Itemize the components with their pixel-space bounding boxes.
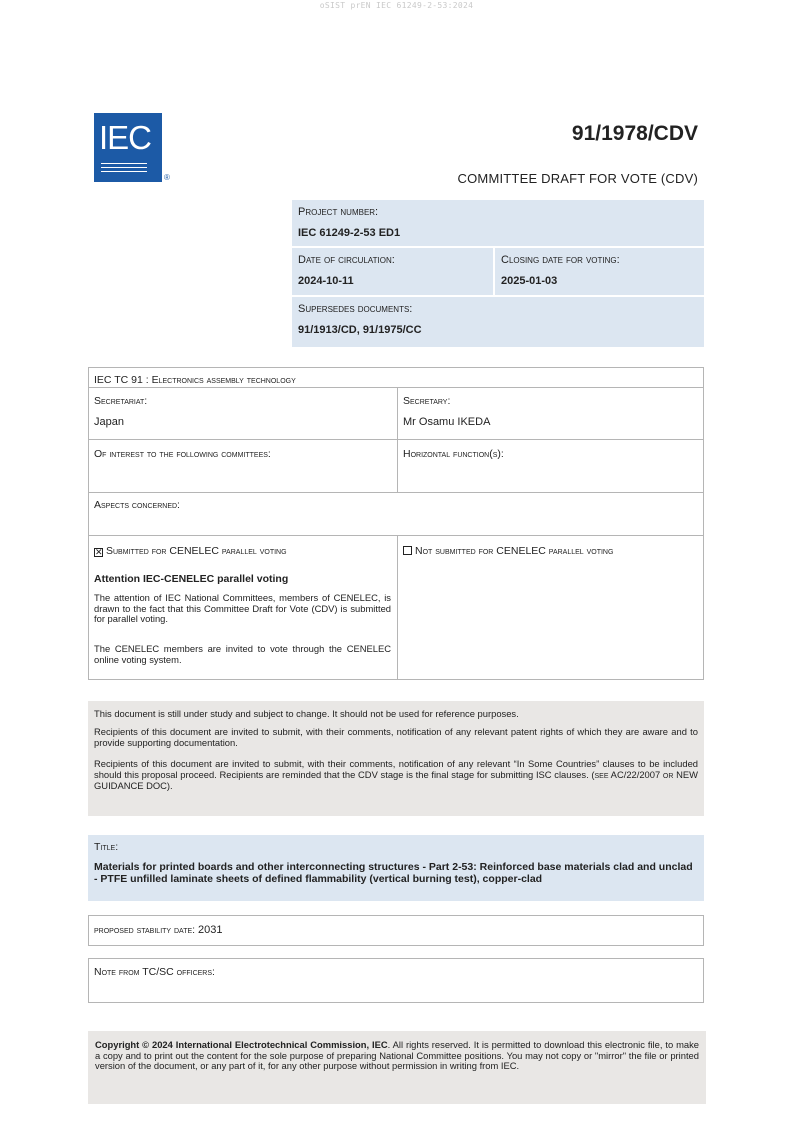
tc-row	[94, 374, 296, 386]
date-circulation-label: Date of circulation:	[298, 254, 395, 266]
notice-p3: Recipients of this document are invited to submit, with their comments, notification of any relevant “In Some Countries” clauses to be included should this proposal proceed. Recipients are reminded that the CDV stage is the final stage for submitting ISC clauses.	[94, 758, 698, 780]
copyright-bold: Copyright © 2024 International Electrotechnical Commission, IEC	[95, 1039, 388, 1050]
divider	[89, 387, 703, 388]
attention-heading: Attention IEC-CENELEC parallel voting	[94, 573, 289, 585]
logo-text: IEC	[99, 119, 152, 156]
aspects-label: Aspects concerned:	[94, 499, 180, 511]
secretary: Mr Osamu IKEDA	[403, 416, 491, 428]
note-label: Note from TC/SC officers:	[94, 966, 215, 978]
project-number-label: Project number:	[298, 206, 379, 218]
project-number: IEC 61249-2-53 ED1	[298, 227, 401, 239]
closing-date-label: Closing date for voting:	[501, 254, 620, 266]
not-submitted-label: Not submitted for CENELEC parallel voting	[415, 545, 614, 557]
iec-logo	[94, 113, 162, 182]
tc-name: Electronics assembly technology	[151, 374, 296, 386]
submitted-label: Submitted for CENELEC parallel voting	[106, 545, 287, 557]
copyright-text: . All rights reserved. It is permitted to download this electronic file, to make a copy and to print out the content for the sole purpose of preparing National Committee positions. You may not copy or "mirror" the file or printed version of the document, or any part of it, for any other purpose without permission in writing from IEC.	[95, 1039, 699, 1071]
watermark: oSIST prEN IEC 61249-2-53:2024	[319, 1, 474, 10]
divider	[89, 535, 703, 536]
notice-p3-ref: (see AC/22/2007 or NEW GUIDANCE DOC).	[94, 769, 698, 791]
logo-line	[101, 171, 147, 172]
notice-p3-wrap	[94, 758, 698, 791]
notice-p1: This document is still under study and subject to change. It should not be used for reference purposes.	[94, 708, 519, 719]
divider	[397, 387, 398, 492]
copyright-text-wrap	[95, 1040, 699, 1072]
attention-text-2: The CENELEC members are invited to vote through the CENELEC online voting system.	[94, 643, 391, 665]
divider	[397, 535, 398, 679]
stability-row	[94, 924, 222, 936]
supersedes-cell	[292, 297, 704, 347]
note-box	[88, 958, 704, 1003]
stability-value: 2031	[198, 924, 223, 936]
logo-line	[101, 163, 147, 164]
closing-date: 2025-01-03	[501, 275, 558, 287]
logo-line	[101, 167, 147, 168]
not-submitted-checkbox[interactable]	[403, 546, 412, 555]
document-id: 91/1978/CDV	[571, 122, 698, 145]
project-number-cell	[292, 200, 704, 246]
tc-prefix: IEC TC 91 :	[94, 374, 152, 386]
notice-p2: Recipients of this document are invited to submit, with their comments, notification of any relevant patent rights of which they are aware and to provide supporting documentation.	[94, 726, 698, 748]
title-box	[88, 835, 704, 901]
secretary-label: Secretary:	[403, 395, 451, 407]
document-title: Materials for printed boards and other interconnecting structures - Part 2-53: Reinforced base materials clad and unclad - PTFE unfilled laminate sheets of defined flammability (vertical burning test), copper-clad	[94, 861, 693, 885]
stability-box	[88, 915, 704, 946]
attention-text: The attention of IEC National Committees, members of CENELEC, is drawn to the fact that this Committee Draft for Vote (CDV) is submitted for parallel voting.	[94, 592, 391, 624]
closing-date-cell	[495, 248, 704, 295]
submitted-checkbox[interactable]: ✕	[95, 547, 103, 557]
copyright-box	[88, 1031, 706, 1104]
title-label: Title:	[94, 841, 119, 853]
supersedes: 91/1913/CD, 91/1975/CC	[298, 324, 422, 336]
divider	[89, 492, 703, 493]
document-type: COMMITTEE DRAFT FOR VOTE (CDV)	[457, 171, 698, 186]
not-submitted-cenelec	[403, 545, 613, 557]
committee-table	[88, 367, 704, 680]
secretariat-label: Secretariat:	[94, 395, 148, 407]
secretariat: Japan	[94, 416, 124, 428]
supersedes-label: Supersedes documents:	[298, 303, 413, 315]
horizontal-label: Horizontal function(s):	[403, 448, 504, 460]
stability-label: proposed stability date:	[94, 924, 196, 936]
registered-mark: ®	[164, 173, 170, 182]
project-info-box	[292, 200, 704, 347]
date-circulation-cell	[292, 248, 493, 295]
interest-label: Of interest to the following committees:	[94, 448, 271, 460]
divider	[89, 439, 703, 440]
submitted-cenelec	[94, 545, 287, 557]
notice-box	[88, 701, 704, 816]
date-circulation: 2024-10-11	[298, 275, 354, 287]
